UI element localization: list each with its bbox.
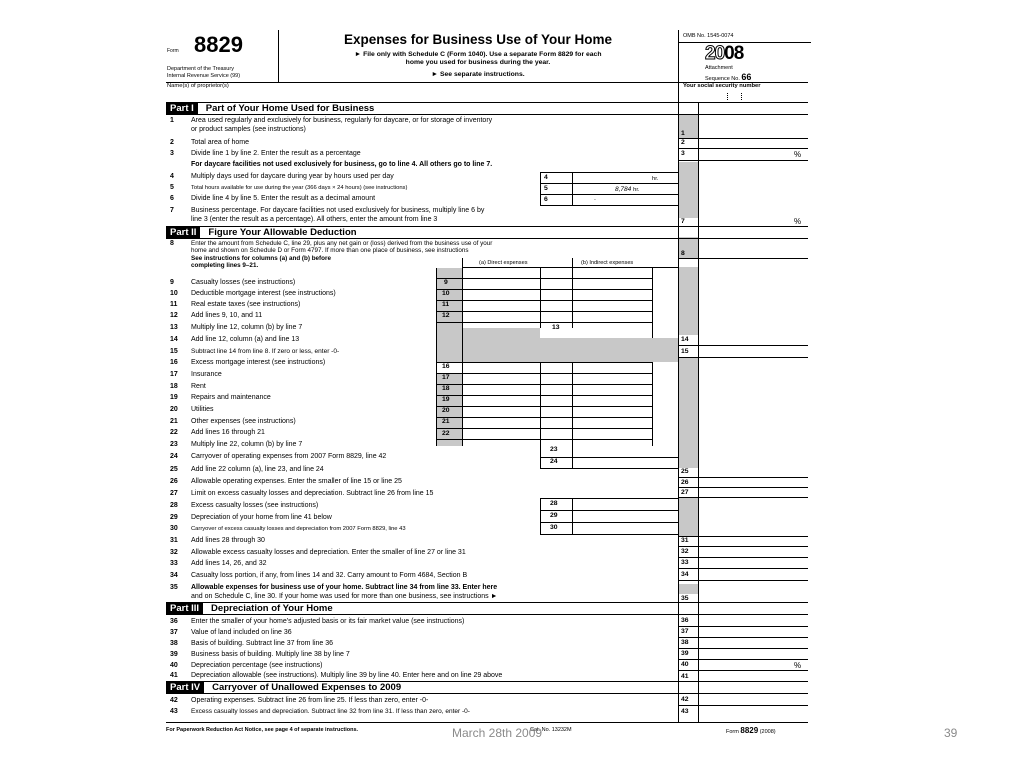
line-text: Carryover of operating expenses from 2007 Form 8829, line 42 — [191, 453, 387, 460]
line-text: Casualty loss portion, if any, from lines 14 and 32. Carry amount to Form 4684, Section B — [191, 572, 468, 579]
ssn-divider — [741, 93, 743, 100]
box-label: 42 — [681, 696, 689, 703]
box-label: 11 — [442, 301, 450, 308]
line-text: Casualty losses (see instructions) — [191, 279, 296, 286]
box-label: 20 — [442, 407, 450, 414]
slide-number: 39 — [944, 726, 958, 740]
rule — [436, 395, 652, 396]
box-label: 27 — [681, 489, 689, 496]
line-text: Depreciation percentage (see instructions) — [191, 662, 323, 669]
line-text: Multiply line 22, column (b) by line 7 — [191, 441, 303, 448]
box-label: 35 — [681, 595, 689, 602]
line-text: Add line 12, column (a) and line 13 — [191, 336, 300, 343]
rule — [436, 300, 652, 301]
line-text: Divide line 4 by line 5. Enter the result as a decimal amount — [191, 195, 376, 202]
rule — [436, 384, 652, 385]
rule — [540, 534, 678, 535]
line-text: Total hours available for use during the year (366 days × 24 hours) (see instructions) — [191, 185, 408, 191]
proprietor-name-field[interactable]: Name(s) of proprietor(s) — [167, 83, 229, 89]
decimal-dot: . — [594, 195, 596, 202]
box-label: 23 — [550, 446, 558, 453]
form-year-block — [678, 30, 809, 82]
rule — [436, 373, 652, 374]
box-label: 18 — [442, 385, 450, 392]
form-instruction-2: ► See separate instructions. — [431, 71, 525, 78]
line-text: Multiply days used for daycare during year by hours used per day — [191, 173, 394, 180]
rule — [678, 705, 808, 706]
sequence-number — [705, 72, 751, 82]
rule — [678, 357, 808, 358]
rule — [462, 267, 678, 268]
box-label: 30 — [550, 524, 558, 531]
box-label: 9 — [444, 279, 448, 286]
shaded-cell — [678, 584, 698, 594]
box-label: 16 — [442, 363, 450, 370]
line-text: Add lines 9, 10, and 11 — [191, 312, 263, 319]
rule — [678, 138, 808, 139]
form-title-block — [279, 30, 677, 82]
box-label: 34 — [681, 571, 689, 578]
rule — [678, 345, 808, 346]
rule — [436, 289, 652, 290]
line-text: Allowable operating expenses. Enter the smaller of line 15 or line 25 — [191, 478, 402, 485]
rule — [678, 580, 808, 581]
line-text: Business basis of building. Multiply line 38 by line 7 — [191, 651, 350, 658]
form-8829-sheet: Form 8829 Department of the Treasury Internal Revenue Service (99) Expenses for Business Use of Your Home ► File only with Schedule C (Form 1040). Use a separate Form 8829 for each home you used for business during the year. ► See separate instructions. OMB No. 1545-0074 2008 Attachment Sequence No. 66 Name(s) of proprietor(s) Your social security number Part I Part of Your Home Used for Business 1 Area used regularly and exclusively for business, regularly for daycare, or for storage of inventory or product samples (see instructions) 1 2 Total area of home 2 3 Divide line 1 by line 2. Enter the result as a percentage 3 % For daycare facilities not used exclusively for business, go to line 4. All others go to line 7. 4 Multiply days used for daycare during year by hours used per day 5 Total hours available for use during the year (366 days × 24 hours) (see instructions) 6 Divide line 4 by line 5. Enter the result as a decimal amount 4 5 6 hr. 8,784 hr. . 7 Business percentage. For daycare facilities not used exclusively for business, multiply line 6 by line 3 (enter the result as a percentage). All others, enter the amount from line 3 7 % Part II Figure Your Allowable Deduction 8 Enter the amount from Schedule C, line 29, plus any net gain or (loss) derived from the business use of your home and shown on Schedule D or Form 4797. If more than one place of business, see instructions See instructions for columns (a) and (b) before completing lines 9–21. 8 (a) Direct expenses (b) Indirect expenses 9 Casualty losses (see instructions) 9 10 Deductible mortgage interest (see instructions) 10 11 Real estate taxes (see instructions) 11 12 Add lines 9, 10, and 11 12 13 Multiply line 12, column (b) by line 7 13 14 Add line 12, column (a) and line 13 14 15 Subtract line 14 from line 8. If zero or less, enter -0- 15 16 Excess mortgage interest (see instructions) 16 17 Insurance 17 18 Rent 18 19 Repairs and maintenance 19 20 Utilities 20 21 Other expenses (see instructions) 21 22 Add lines 16 through 21 22 23 Multiply line 22, column (b) by line 7 23 24 Carryover of operating expenses from 2007 Form 8829, line 42 24 25 Add line 22 column (a), line 23, and line 24 25 26 Allowable operating expenses. Enter the smaller of line 15 or line 25 26 27 Limit on excess casualty losses and depreciation. Subtract line 26 from line 15 27 28 Excess casualty losses (see instructions) 28 29 Depreciation of your home from line 41 below 29 30 Carryover of excess casualty losses and depreciation from 2007 Form 8829, line 43 30 31 Add lines 28 through 30 31 32 Allowable excess casualty losses and depreciation. Enter the smaller of line 27 or line 31 32 33 Add lines 14, 26, and 32 33 34 Casualty loss portion, if any, from lines 14 and 32. Carry amount to Form 4684, Section B 34 35 Allowable expenses for business use of your home. Subtract line 34 from line 33. Enter here and on Schedule C, line 30. If your home was used for more than one business, see instructions ► 35 Part III Depreciation of Your Home 36 Enter the smaller of your home’s adjusted basis or its fair market value (see instructions) 36 37 Value of land included on line 36 37 38 Basis of building. Subtract line 37 from line 36 38 39 Business basis of building. Multiply line 38 by line 7 39 40 Depreciation percentage (see instructions) 40 % 41 Depreciation allowable (see instructions). Multiply line 39 by line 40. Enter here and on line 29 above 41 Part IV Carryover of Unallowed Expenses to 2009 42 Operating expenses. Subtract line 26 from line 25. If less than zero, enter -0- 42 43 Excess casualty losses and depreciation. Subtract line 32 from line 31. If less than zero, enter -0- 43 For Paperwork Reduction Act Notice, see page 4 of separate instructions. Cat. No. 13232M Form 8829 (2008) — [166, 30, 808, 742]
box-label: 28 — [550, 500, 558, 507]
rule — [540, 457, 678, 458]
rule — [678, 557, 808, 558]
rule — [572, 498, 573, 534]
rule — [540, 172, 678, 173]
line-text: Real estate taxes (see instructions) — [191, 301, 301, 308]
rule — [436, 268, 437, 446]
tax-year-outline: 20 — [705, 43, 725, 64]
rule — [572, 172, 573, 206]
box-label: 39 — [681, 650, 689, 657]
box-label: 37 — [681, 628, 689, 635]
rule — [678, 148, 808, 149]
box-label: 24 — [550, 458, 558, 465]
line-text: Enter the smaller of your home’s adjusted basis or its fair market value (see instructions) — [191, 618, 465, 625]
line-text: See instructions for columns (a) and (b) before — [191, 255, 331, 262]
rule — [678, 477, 808, 478]
box-label: 22 — [442, 430, 450, 437]
line-text: Add lines 14, 26, and 32 — [191, 560, 267, 567]
rule — [678, 258, 808, 259]
line-text: and on Schedule C, line 30. If your home was used for more than one business, see instructions ► — [191, 593, 498, 600]
line-text: Rent — [191, 383, 206, 390]
line-text: Divide line 1 by line 2. Enter the result as a percentage — [191, 150, 361, 157]
tax-year-bold: 08 — [724, 43, 744, 64]
shaded-cell — [436, 268, 462, 328]
rule — [652, 268, 653, 338]
rule — [436, 439, 652, 440]
line-text: completing lines 9–21. — [191, 262, 259, 269]
ssn-field[interactable] — [678, 82, 809, 102]
rule — [540, 468, 678, 469]
line-text: Allowable expenses for business use of your home. Subtract line 34 from line 33. Enter here — [191, 584, 498, 591]
footer-form-year: (2008) — [759, 729, 776, 735]
rule — [436, 322, 652, 323]
tax-year — [705, 43, 743, 65]
part-1-header — [166, 102, 808, 115]
rule — [678, 659, 808, 660]
box-label: 13 — [552, 324, 560, 331]
rule — [540, 510, 678, 511]
part-2-header — [166, 226, 808, 239]
line-text: Excess mortgage interest (see instructions) — [191, 359, 326, 366]
shaded-cell — [678, 498, 698, 536]
rule — [678, 487, 808, 488]
unit: hr. — [633, 187, 640, 193]
line-text: Business percentage. For daycare facilities not used exclusively for business, multiply line 6 by — [191, 207, 485, 214]
box-label: 15 — [681, 348, 689, 355]
form-instruction-1a: ► File only with Schedule C (Form 1040). Use a separate Form 8829 for each — [354, 51, 602, 58]
rule — [678, 497, 808, 498]
line-text: Add line 22 column (a), line 23, and line 24 — [191, 466, 324, 473]
rule — [540, 498, 678, 499]
ssn-divider — [727, 93, 729, 100]
box-label: 1 — [681, 130, 685, 137]
rule — [678, 546, 808, 547]
box-label: 5 — [544, 185, 548, 192]
box-label: 32 — [681, 548, 689, 555]
part-tag: Part I — [166, 103, 198, 114]
rule — [698, 102, 699, 722]
line-text: Utilities — [191, 406, 214, 413]
rule — [678, 160, 808, 161]
rule — [540, 205, 678, 206]
box-label: 17 — [442, 374, 450, 381]
box-label: 36 — [681, 617, 689, 624]
box-label: 26 — [681, 479, 689, 486]
rule — [652, 362, 653, 446]
rule — [436, 362, 652, 363]
rule — [540, 183, 678, 184]
rule — [436, 417, 652, 418]
sequence-value: 66 — [741, 72, 752, 82]
line-6-dot — [594, 195, 604, 203]
line-5-value — [615, 186, 685, 194]
part-title: Part of Your Home Used for Business — [205, 103, 375, 114]
omb-number: OMB No. 1545-0074 — [679, 30, 811, 43]
line-text: Add lines 16 through 21 — [191, 429, 265, 436]
rule — [572, 258, 573, 328]
footer-form-number: 8829 — [740, 726, 759, 735]
line-text: home and shown on Schedule D or Form 4797. If more than one place of business, see instructions — [191, 247, 469, 254]
footer-form-label: Form — [726, 729, 739, 735]
line-text: Operating expenses. Subtract line 26 from line 25. If less than zero, enter -0- — [191, 697, 429, 704]
rule — [572, 362, 573, 446]
shaded-cell — [678, 358, 698, 468]
box-label: 21 — [442, 418, 450, 425]
part-tag: Part II — [166, 227, 200, 238]
box-label: 3 — [681, 150, 685, 157]
rule — [678, 637, 808, 638]
rule — [678, 102, 679, 722]
form-header — [166, 30, 808, 83]
line-text: Excess casualty losses (see instructions) — [191, 502, 319, 509]
column-b-header: (b) Indirect expenses — [581, 260, 634, 266]
line-text: Depreciation allowable (see instructions). Multiply line 39 by line 40. Enter here and on line 29 above — [191, 672, 503, 679]
rule — [678, 670, 808, 671]
line-text: Excess casualty losses and depreciation. Subtract line 32 from line 31. If less than zero, enter -0- — [191, 708, 470, 715]
form-title: Expenses for Business Use of Your Home — [343, 32, 613, 47]
part-3-header — [166, 602, 808, 615]
line-text: Carryover of excess casualty losses and depreciation from 2007 Form 8829, line 43 — [191, 526, 406, 532]
line-text: Depreciation of your home from line 41 below — [191, 514, 332, 521]
ssn-label: Your social security number — [683, 83, 761, 89]
shaded-cell — [678, 267, 698, 335]
box-label: 7 — [681, 218, 685, 225]
catalog-number: Cat. No. 13232M — [530, 727, 572, 733]
box-label: 31 — [681, 537, 689, 544]
box-label: 38 — [681, 639, 689, 646]
part-title: Figure Your Allowable Deduction — [208, 227, 357, 238]
column-a-header: (a) Direct expenses — [479, 260, 528, 266]
rule — [436, 406, 652, 407]
part-title: Carryover of Unallowed Expenses to 2009 — [212, 682, 402, 693]
box-label: 29 — [550, 512, 558, 519]
line-text: Multiply line 12, column (b) by line 7 — [191, 324, 303, 331]
line-text: Subtract line 14 from line 8. If zero or less, enter -0- — [191, 348, 340, 355]
line-text: Limit on excess casualty losses and depreciation. Subtract line 26 from line 15 — [191, 490, 434, 497]
line-text: Allowable excess casualty losses and depreciation. Enter the smaller of line 27 or line 31 — [191, 549, 466, 556]
rule — [540, 362, 541, 446]
box-label: 40 — [681, 661, 689, 668]
line-text: or product samples (see instructions) — [191, 126, 306, 133]
line-text: Area used regularly and exclusively for business, regularly for daycare, or for storage of inventory — [191, 117, 493, 124]
box-label: 8 — [681, 250, 685, 257]
percent-sign: % — [794, 217, 802, 226]
slide-date: March 28th 2009 — [452, 726, 543, 740]
sequence-label: Sequence No. — [705, 76, 740, 82]
box-label: 33 — [681, 559, 689, 566]
attachment-label: Attachment — [705, 65, 733, 71]
rule — [678, 536, 808, 537]
percent-sign: % — [794, 661, 802, 670]
box-label: 10 — [442, 290, 450, 297]
line-text: Enter the amount from Schedule C, line 29, plus any net gain or (loss) derived from the business use of your — [191, 240, 493, 247]
box-label: 43 — [681, 708, 689, 715]
paperwork-notice: For Paperwork Reduction Act Notice, see page 4 of separate instructions. — [166, 727, 359, 733]
part-tag: Part III — [166, 603, 203, 614]
irs-line: Internal Revenue Service (99) — [167, 73, 241, 79]
shaded-cell — [540, 338, 678, 362]
form-id-block — [166, 30, 279, 82]
rule — [678, 626, 808, 627]
part-title: Depreciation of Your Home — [211, 603, 333, 614]
rule — [436, 428, 652, 429]
rule — [436, 278, 652, 279]
box-label: 14 — [681, 336, 689, 343]
rule — [678, 568, 808, 569]
line-text: Add lines 28 through 30 — [191, 537, 265, 544]
rule — [540, 194, 678, 195]
rule — [540, 268, 541, 328]
line-text: Deductible mortgage interest (see instructions) — [191, 290, 336, 297]
line-text: For daycare facilities not used exclusively for business, go to line 4. All others go to line 7. — [191, 161, 493, 168]
form-instruction-1 — [279, 51, 677, 67]
rule — [540, 522, 678, 523]
line-text: Insurance — [191, 371, 222, 378]
line-text: Basis of building. Subtract line 37 from line 36 — [191, 640, 334, 647]
rule — [436, 311, 652, 312]
box-label: 12 — [442, 312, 450, 319]
name-row — [166, 82, 808, 103]
line-text: Value of land included on line 36 — [191, 629, 292, 636]
box-label: 41 — [681, 673, 689, 680]
line-text: Repairs and maintenance — [191, 394, 271, 401]
form-number: 8829 — [194, 32, 243, 57]
line-4-unit — [652, 175, 682, 183]
shaded-cell — [436, 328, 540, 362]
line-text: line 3 (enter the result as a percentage). All others, enter the amount from line 3 — [191, 216, 438, 223]
box-label: 25 — [681, 468, 689, 475]
box-label: 6 — [544, 196, 548, 203]
line-text: Other expenses (see instructions) — [191, 418, 296, 425]
form-label: Form — [167, 48, 179, 54]
rule — [540, 498, 541, 534]
percent-sign: % — [794, 150, 802, 159]
form-instruction-1b: home you used for business during the year. — [405, 59, 551, 66]
box-label: 4 — [544, 174, 548, 181]
box-label: 19 — [442, 396, 450, 403]
unit: hr. — [652, 176, 659, 182]
value: 8,784 — [615, 186, 632, 193]
department-line: Department of the Treasury — [167, 66, 234, 72]
rule — [540, 172, 541, 206]
part-tag: Part IV — [166, 682, 204, 693]
rule — [678, 648, 808, 649]
footer-form-id — [726, 726, 776, 735]
line-text: Total area of home — [191, 139, 249, 146]
part-4-header — [166, 681, 808, 694]
box-label: 2 — [681, 139, 685, 146]
